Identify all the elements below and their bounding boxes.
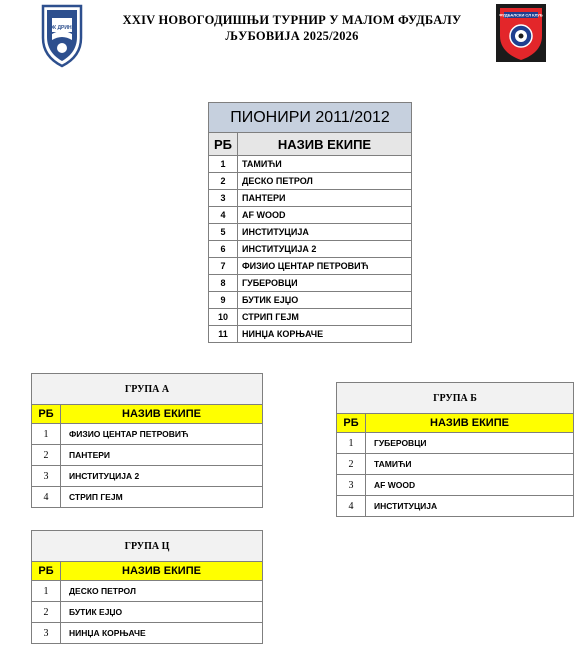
row-number: 3 [32, 466, 61, 487]
table-row [32, 424, 263, 445]
row-number: 2 [209, 173, 238, 190]
team-name: ПАНТЕРИ [61, 445, 263, 466]
title-line-1: XXIV НОВОГОДИШЊИ ТУРНИР У МАЛОМ ФУДБАЛУ [122, 13, 462, 27]
column-header-rb: РБ [32, 562, 61, 581]
team-name: НИНЏА КОРЊАЧЕ [238, 326, 412, 343]
team-name: ТАМИЋИ [366, 454, 574, 475]
table-row [209, 275, 412, 292]
group-a-table [31, 373, 263, 508]
team-name: ФИЗИО ЦЕНТАР ПЕТРОВИЋ [61, 424, 263, 445]
column-header-rb: РБ [209, 133, 238, 156]
table-row [209, 241, 412, 258]
team-name: ДЕСКО ПЕТРОЛ [61, 581, 263, 602]
column-header-name: НАЗИВ ЕКИПЕ [61, 562, 263, 581]
team-name: ПАНТЕРИ [238, 190, 412, 207]
table-row [209, 224, 412, 241]
document-title [110, 12, 474, 44]
team-name: СТРИП ГЕЈМ [238, 309, 412, 326]
table-row [209, 173, 412, 190]
row-number: 8 [209, 275, 238, 292]
svg-text:ФУДБАЛСКИ СЛ КЛУБ: ФУДБАЛСКИ СЛ КЛУБ [499, 12, 543, 18]
column-header-name: НАЗИВ ЕКИПЕ [61, 405, 263, 424]
table-row [209, 258, 412, 275]
row-number: 3 [337, 475, 366, 496]
team-name: AF WOOD [366, 475, 574, 496]
row-number: 3 [209, 190, 238, 207]
svg-text:ФК ДРИНА: ФК ДРИНА [48, 25, 76, 31]
team-name: AF WOOD [238, 207, 412, 224]
row-number: 7 [209, 258, 238, 275]
row-number: 4 [209, 207, 238, 224]
row-number: 1 [209, 156, 238, 173]
row-number: 1 [32, 424, 61, 445]
team-name: ИНСТИТУЦИЈА 2 [238, 241, 412, 258]
row-number: 10 [209, 309, 238, 326]
row-number: 6 [209, 241, 238, 258]
row-number: 2 [32, 445, 61, 466]
team-name: ТАМИЋИ [238, 156, 412, 173]
row-number: 2 [32, 602, 61, 623]
group-b-table [336, 382, 574, 517]
team-name: ГУБЕРОВЦИ [366, 433, 574, 454]
table-row [209, 292, 412, 309]
group-a-title: ГРУПА А [32, 374, 263, 405]
column-header-rb: РБ [337, 414, 366, 433]
row-number: 9 [209, 292, 238, 309]
team-name: ИНСТИТУЦИЈА [366, 496, 574, 517]
row-number: 5 [209, 224, 238, 241]
team-name: БУТИК ЕЈЏО [238, 292, 412, 309]
team-name: ГУБЕРОВЦИ [238, 275, 412, 292]
column-header-rb: РБ [32, 405, 61, 424]
group-c-title: ГРУПА Ц [32, 531, 263, 562]
category-title: ПИОНИРИ 2011/2012 [209, 103, 412, 133]
table-row [209, 309, 412, 326]
team-name: ИНСТИТУЦИЈА 2 [61, 466, 263, 487]
table-row [337, 454, 574, 475]
row-number: 4 [32, 487, 61, 508]
team-name: БУТИК ЕЈЏО [61, 602, 263, 623]
table-row [337, 433, 574, 454]
team-name: ИНСТИТУЦИЈА [238, 224, 412, 241]
group-b-title: ГРУПА Б [337, 383, 574, 414]
row-number: 1 [32, 581, 61, 602]
team-name: СТРИП ГЕЈМ [61, 487, 263, 508]
team-name: ДЕСКО ПЕТРОЛ [238, 173, 412, 190]
team-name: ФИЗИО ЦЕНТАР ПЕТРОВИЋ [238, 258, 412, 275]
table-row [209, 156, 412, 173]
row-number: 2 [337, 454, 366, 475]
table-row [32, 602, 263, 623]
fk-drina-logo [40, 4, 84, 68]
row-number: 11 [209, 326, 238, 343]
title-line-2: ЉУБОВИЈА 2025/2026 [225, 29, 359, 43]
table-row [337, 475, 574, 496]
table-row [32, 623, 263, 644]
row-number: 4 [337, 496, 366, 517]
table-row [337, 496, 574, 517]
row-number: 1 [337, 433, 366, 454]
group-c-table [31, 530, 263, 644]
table-row [32, 445, 263, 466]
club-logo [496, 4, 546, 62]
table-row [209, 326, 412, 343]
main-teams-table [208, 102, 412, 343]
table-row [32, 581, 263, 602]
team-name: НИНЏА КОРЊАЧЕ [61, 623, 263, 644]
table-row [209, 190, 412, 207]
row-number: 3 [32, 623, 61, 644]
column-header-name: НАЗИВ ЕКИПЕ [366, 414, 574, 433]
table-row [32, 466, 263, 487]
column-header-name: НАЗИВ ЕКИПЕ [238, 133, 412, 156]
table-row [209, 207, 412, 224]
table-row [32, 487, 263, 508]
